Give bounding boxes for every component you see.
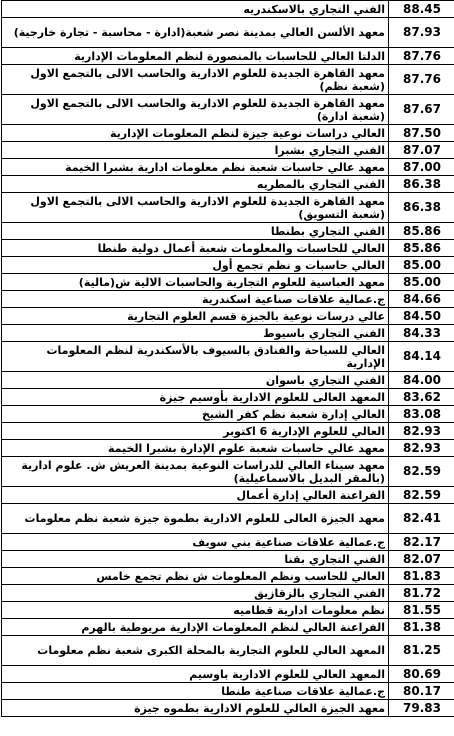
table-row [2, 700, 454, 717]
table-row [2, 389, 454, 406]
table-row [2, 406, 454, 423]
score-cell: 84.33 [389, 325, 454, 342]
institute-name-cell: الفراعنة العالي إدارة أعمال [2, 487, 389, 504]
table-row [2, 487, 454, 504]
score-cell: 87.50 [389, 125, 454, 142]
institute-name-cell: الفني التجاري باسوان [2, 372, 389, 389]
table-row [2, 159, 454, 176]
institute-name-cell: معهد القاهرة الجديدة للعلوم الادارية والحاسب الالى بالتجمع الاول (شعبة التسويق) [2, 193, 389, 223]
score-cell: 85.00 [389, 274, 454, 291]
table-row [2, 325, 454, 342]
institute-name-cell: العالي للحاسبات والمعلومات شعبة أعمال دولية طنطا [2, 240, 389, 257]
score-cell: 88.45 [389, 1, 454, 18]
table-row [2, 65, 454, 95]
institute-name-cell: العالي للحاسب ونظم المعلومات ش نظم تجمع خامس [2, 568, 389, 585]
score-cell: 87.76 [389, 48, 454, 65]
table-row [2, 257, 454, 274]
institute-name-cell: العالي للسياحة والفنادق بالسيوف بالأسكندرية لنظم المعلومات الإدارية [2, 342, 389, 372]
score-cell: 86.38 [389, 176, 454, 193]
scores-table-body [2, 1, 454, 717]
score-cell: 82.17 [389, 534, 454, 551]
table-row [2, 619, 454, 636]
score-cell: 81.55 [389, 602, 454, 619]
score-cell: 87.00 [389, 159, 454, 176]
score-cell: 85.86 [389, 240, 454, 257]
score-cell: 87.93 [389, 18, 454, 48]
score-cell: 84.66 [389, 291, 454, 308]
institute-name-cell: معهد الألسن العالي بمدينة نصر شعبة(ادارة - محاسبة - تجارة خارجية) [2, 18, 389, 48]
table-row [2, 457, 454, 487]
institute-name-cell: الفني التجاري باسيوط [2, 325, 389, 342]
table-row [2, 423, 454, 440]
institute-name-cell: المعهد العالي للعلوم الادارية باوسيم [2, 666, 389, 683]
scores-table [1, 0, 454, 717]
score-cell: 87.76 [389, 65, 454, 95]
score-cell: 79.83 [389, 700, 454, 717]
score-cell: 82.93 [389, 423, 454, 440]
institute-name-cell: ج.عمالية علاقات صناعية بني سويف [2, 534, 389, 551]
institute-name-cell: ج.عمالية علاقات صناعية اسكندرية [2, 291, 389, 308]
table-row [2, 1, 454, 18]
institute-name-cell: الفني التجاري بشبرا [2, 142, 389, 159]
institute-name-cell: معهد سيناء العالي للدراسات النوعية بمدينة العريش ش. علوم ادارية (بالمقر البديل بالاسماعيلية) [2, 457, 389, 487]
score-cell: 81.38 [389, 619, 454, 636]
table-row [2, 372, 454, 389]
score-cell: 83.08 [389, 406, 454, 423]
score-cell: 85.00 [389, 257, 454, 274]
table-row [2, 142, 454, 159]
score-cell: 83.62 [389, 389, 454, 406]
institute-name-cell: معهد الجيزة العالي للعلوم الادارية بطموه جيزة [2, 700, 389, 717]
institute-name-cell: نظم معلومات ادارية قطاميه [2, 602, 389, 619]
institute-name-cell: معهد الجيزة العالى للعلوم الادارية بطموة جيزة شعبة نظم معلومات [2, 504, 389, 534]
table-row [2, 308, 454, 325]
score-cell: 82.59 [389, 487, 454, 504]
score-cell: 82.59 [389, 457, 454, 487]
institute-name-cell: الفراعنة العالي لنظم المعلومات الإدارية مريوطية بالهرم [2, 619, 389, 636]
table-row [2, 291, 454, 308]
institute-name-cell: معهد العباسية للعلوم التجارية والحاسبات الالية ش(مالية) [2, 274, 389, 291]
score-cell: 80.17 [389, 683, 454, 700]
score-cell: 84.00 [389, 372, 454, 389]
score-cell: 80.69 [389, 666, 454, 683]
table-row [2, 223, 454, 240]
institute-name-cell: الفني التجاري بالزقازيق [2, 585, 389, 602]
score-cell: 84.14 [389, 342, 454, 372]
institute-name-cell: الفني التجاري بالمطريه [2, 176, 389, 193]
table-row [2, 534, 454, 551]
score-cell: 81.83 [389, 568, 454, 585]
table-row [2, 95, 454, 125]
table-row [2, 342, 454, 372]
score-cell: 84.50 [389, 308, 454, 325]
score-cell: 81.25 [389, 636, 454, 666]
score-cell: 85.86 [389, 223, 454, 240]
institute-name-cell: معهد عالي حاسبات شعبة علوم الإدارة بشبرا الخيمة [2, 440, 389, 457]
institute-name-cell: معهد القاهرة الجديدة للعلوم الادارية والحاسب الالى بالتجمع الاول (شعبة نظم) [2, 65, 389, 95]
institute-name-cell: معهد القاهرة الجديدة للعلوم الادارية والحاسب الالى بالتجمع الاول (شعبة ادارة) [2, 95, 389, 125]
institute-name-cell: الفني التجاري بالاسكندريه [2, 1, 389, 18]
institute-name-cell: المعهد العالى للعلوم الادارية بأوسيم جيزة [2, 389, 389, 406]
institute-name-cell: الفني التجاري بطنطا [2, 223, 389, 240]
table-row [2, 504, 454, 534]
institute-name-cell: الدلتا العالي للحاسبات بالمنصورة لنظم المعلومات الإدارية [2, 48, 389, 65]
institute-name-cell: ج.عمالية علاقات صناعية طنطا [2, 683, 389, 700]
score-cell: 82.41 [389, 504, 454, 534]
institute-name-cell: عالي درسات نوعية بالجيزة قسم العلوم التجارية [2, 308, 389, 325]
table-row [2, 602, 454, 619]
table-row [2, 440, 454, 457]
institute-name-cell: العالي حاسبات و نظم تجمع أول [2, 257, 389, 274]
score-cell: 81.72 [389, 585, 454, 602]
table-row [2, 48, 454, 65]
table-row [2, 240, 454, 257]
table-row [2, 176, 454, 193]
institute-name-cell: العالي إدارة شعبة نظم كفر الشيخ [2, 406, 389, 423]
score-cell: 82.07 [389, 551, 454, 568]
table-row [2, 568, 454, 585]
table-row [2, 683, 454, 700]
score-cell: 87.07 [389, 142, 454, 159]
table-row [2, 585, 454, 602]
institute-name-cell: الفني التجاري بقنا [2, 551, 389, 568]
table-row [2, 636, 454, 666]
score-cell: 86.38 [389, 193, 454, 223]
score-cell: 82.93 [389, 440, 454, 457]
institute-name-cell: المعهد العالي للعلوم التجارية بالمحلة الكبرى شعبة نظم معلومات [2, 636, 389, 666]
table-row [2, 666, 454, 683]
institute-name-cell: العالي دراسات نوعية جيزة لنظم المعلومات الإدارية [2, 125, 389, 142]
score-cell: 87.67 [389, 95, 454, 125]
table-row [2, 18, 454, 48]
table-row [2, 193, 454, 223]
institute-name-cell: العالي للعلوم الإدارية 6 اكتوبر [2, 423, 389, 440]
table-row [2, 551, 454, 568]
institute-name-cell: معهد عالي حاسبات شعبة نظم معلومات ادارية بشبرا الخيمة [2, 159, 389, 176]
table-row [2, 274, 454, 291]
table-row [2, 125, 454, 142]
